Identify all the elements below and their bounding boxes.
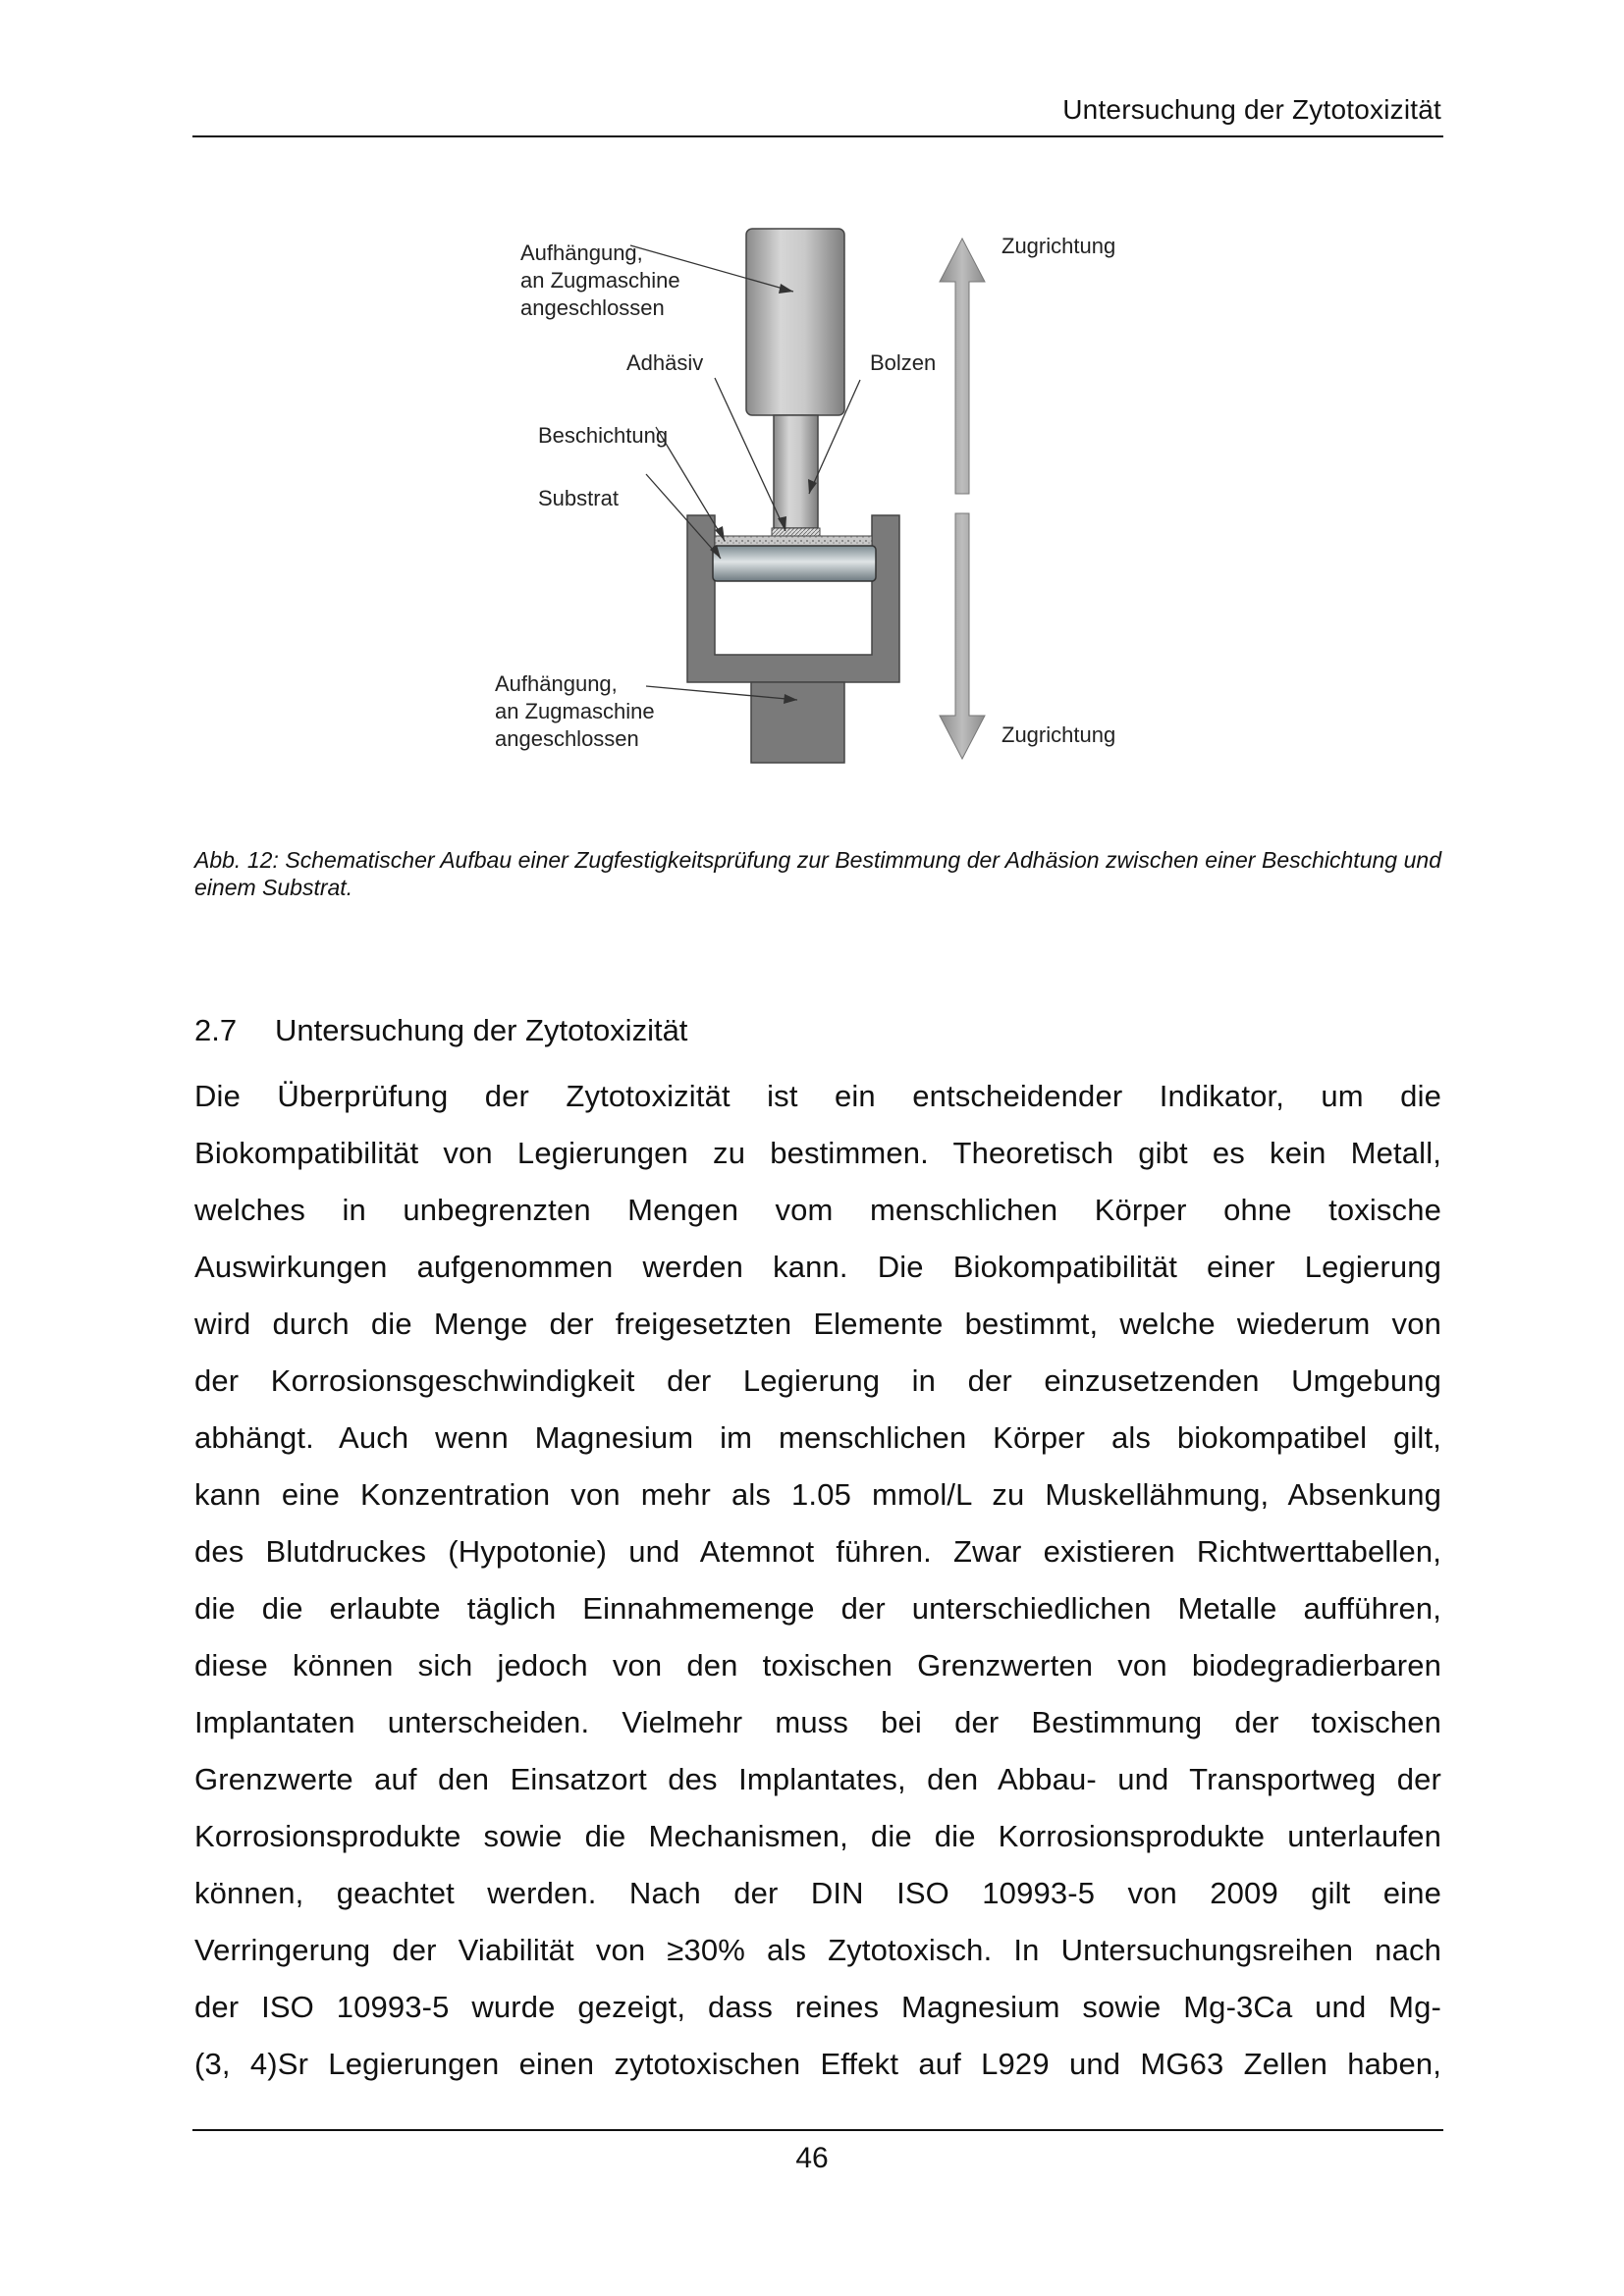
- coating-layer: [715, 536, 872, 546]
- footer-rule: [192, 2129, 1443, 2131]
- body-line: können, geachtet werden. Nach der DIN ISO 10993-5 von 2009 gilt eine: [194, 1876, 1441, 1910]
- page-number: 46: [795, 2142, 829, 2174]
- tensile-test-diagram: [481, 221, 1168, 771]
- body-line: Korrosionsprodukte sowie die Mechanismen, die die Korrosionsprodukte unterlaufen: [194, 1819, 1441, 1853]
- body-paragraph: [194, 1068, 1441, 2093]
- figure-tensile-test: [481, 221, 1168, 771]
- body-line: der ISO 10993-5 wurde gezeigt, dass reines Magnesium sowie Mg-3Ca und Mg-: [194, 1990, 1441, 2024]
- body-line: die die erlaubte täglich Einnahmemenge der unterschiedlichen Metalle aufführen,: [194, 1591, 1441, 1626]
- section-heading: [194, 1013, 687, 1048]
- body-line: Auswirkungen aufgenommen werden kann. Die Biokompatibilität einer Legierung: [194, 1250, 1441, 1284]
- section-number: 2.7: [194, 1013, 238, 1047]
- label-adhesive: Adhäsiv: [626, 350, 704, 375]
- label-top-suspension-3: angeschlossen: [520, 295, 665, 320]
- substrate-layer: [713, 546, 876, 581]
- label-bottom-suspension-3: angeschlossen: [495, 726, 639, 751]
- body-line: abhängt. Auch wenn Magnesium im menschlichen Körper als biokompatibel gilt,: [194, 1420, 1441, 1455]
- pull-direction-arrow-down: [940, 513, 985, 759]
- label-bolt: Bolzen: [870, 350, 937, 375]
- pull-direction-arrow-up: [940, 239, 985, 494]
- body-line: des Blutdruckes (Hypotonie) und Atemnot führen. Zwar existieren Richtwerttabellen,: [194, 1534, 1441, 1569]
- upper-suspension-cylinder: [746, 229, 844, 415]
- label-top-suspension-1: Aufhängung,: [520, 240, 643, 265]
- label-substrate: Substrat: [538, 486, 619, 510]
- label-top-suspension-2: an Zugmaschine: [520, 268, 680, 293]
- section-title: Untersuchung der Zytotoxizität: [275, 1013, 688, 1047]
- label-pull-direction-bottom: Zugrichtung: [1001, 722, 1116, 747]
- label-bottom-suspension-1: Aufhängung,: [495, 671, 618, 696]
- body-line: Die Überprüfung der Zytotoxizität ist ein entscheidender Indikator, um die: [194, 1079, 1441, 1113]
- body-line: (3, 4)Sr Legierungen einen zytotoxischen Effekt auf L929 und MG63 Zellen haben,: [194, 2047, 1441, 2081]
- label-coating: Beschichtung: [538, 423, 669, 448]
- body-line: Grenzwerte auf den Einsatzort des Implantates, den Abbau- und Transportweg der: [194, 1762, 1441, 1796]
- body-line: Biokompatibilität von Legierungen zu bestimmen. Theoretisch gibt es kein Metall,: [194, 1136, 1441, 1170]
- body-line: Implantaten unterscheiden. Vielmehr muss bei der Bestimmung der toxischen: [194, 1705, 1441, 1739]
- adhesive-layer: [772, 528, 820, 536]
- body-line: welches in unbegrenzten Mengen vom menschlichen Körper ohne toxische: [194, 1193, 1441, 1227]
- body-line: wird durch die Menge der freigesetzten Elemente bestimmt, welche wiederum von: [194, 1307, 1441, 1341]
- lower-suspension-stem: [751, 682, 844, 763]
- body-line: kann eine Konzentration von mehr als 1.05 mmol/L zu Muskellähmung, Absenkung: [194, 1477, 1441, 1512]
- label-bottom-suspension-2: an Zugmaschine: [495, 699, 655, 723]
- page-header-title: Untersuchung der Zytotoxizität: [1062, 94, 1441, 125]
- body-line: diese können sich jedoch von den toxischen Grenzwerten von biodegradierbaren: [194, 1648, 1441, 1682]
- body-line: der Korrosionsgeschwindigkeit der Legierung in der einzusetzenden Umgebung: [194, 1363, 1441, 1398]
- figure-caption: Abb. 12: Schematischer Aufbau einer Zugfestigkeitsprüfung zur Bestimmung der Adhäsion zwischen einer Beschichtung und einem Substrat.: [194, 847, 1441, 900]
- header-rule: [192, 135, 1443, 137]
- body-line: Verringerung der Viabilität von ≥30% als Zytotoxisch. In Untersuchungsreihen nach: [194, 1933, 1441, 1967]
- bolt-rod: [774, 415, 818, 528]
- label-pull-direction-top: Zugrichtung: [1001, 234, 1116, 258]
